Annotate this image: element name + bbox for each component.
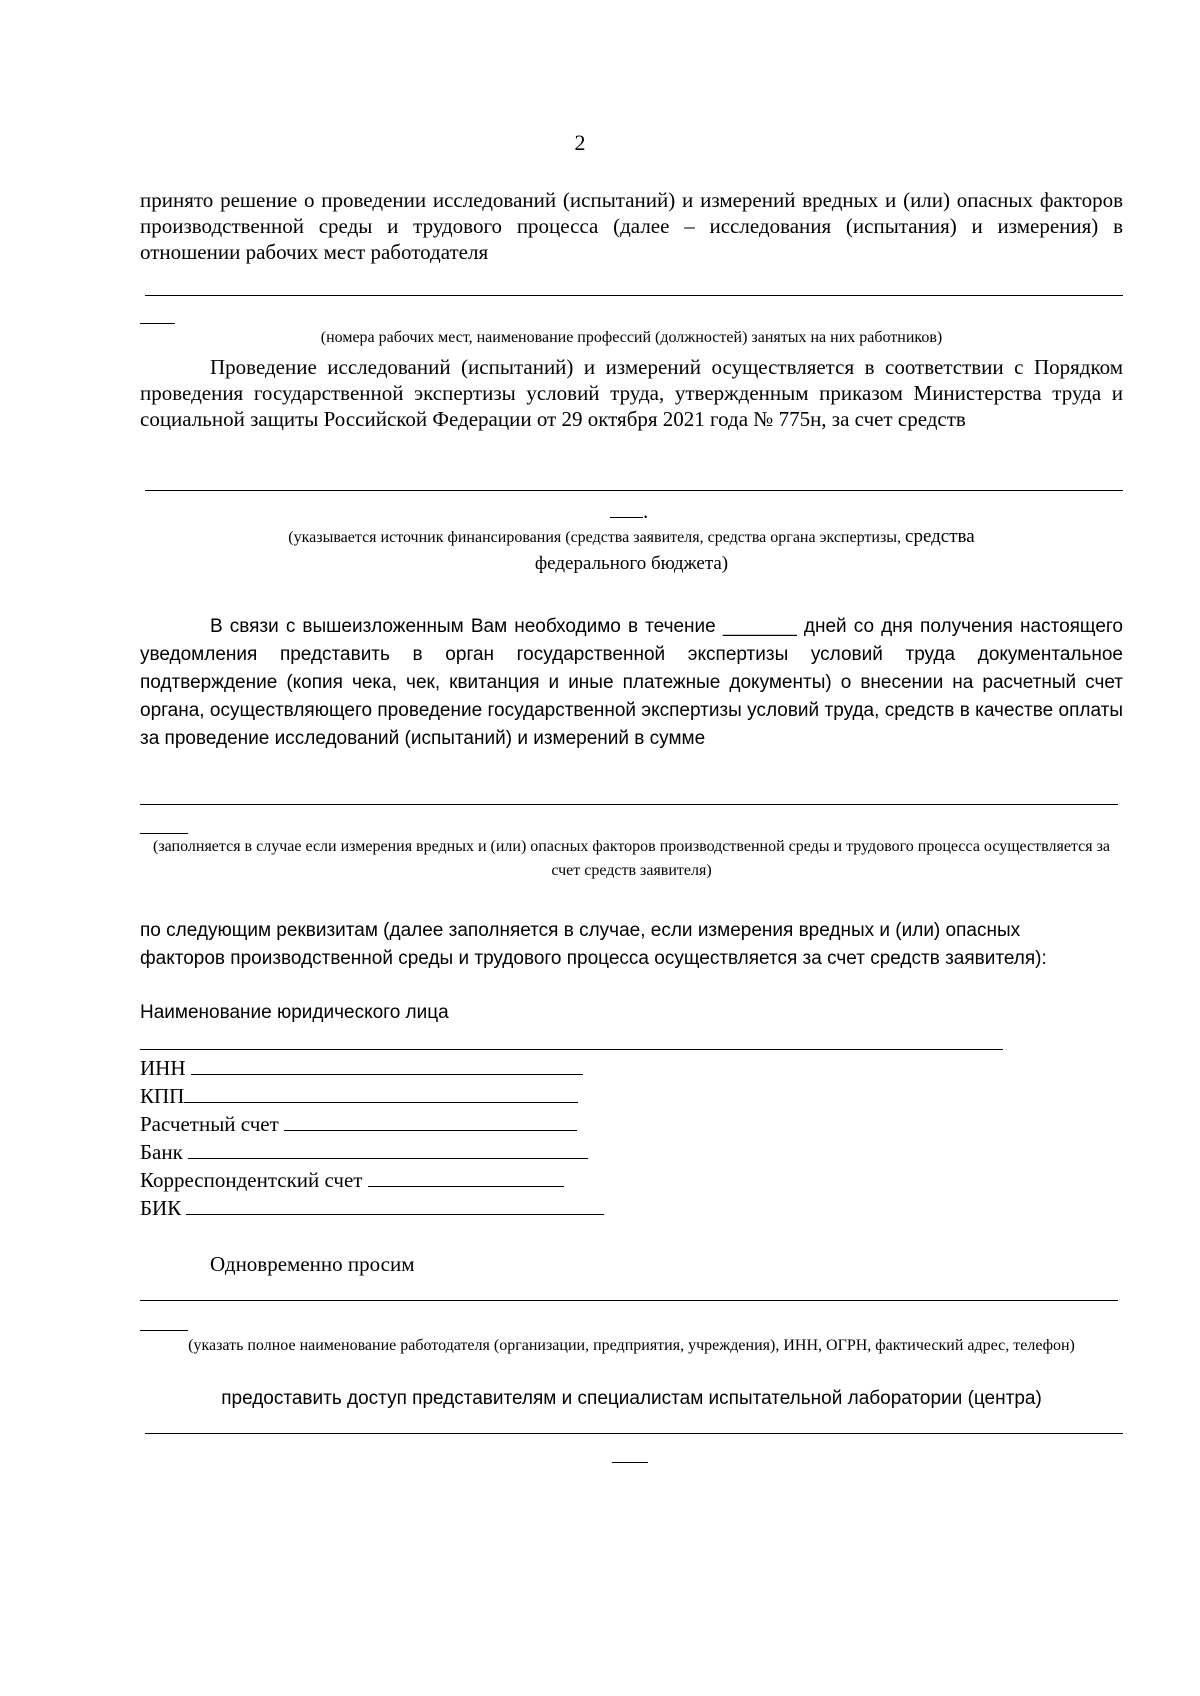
requisite-kpp	[140, 1082, 578, 1110]
paragraph-access: предоставить доступ представителям и специалистам испытательной лаборатории (центра)	[221, 1388, 1042, 1409]
note-employer: (указать полное наименование работодателя (организации, предприятия, учреждения), ИНН, ОГРН, фактический адрес, телефон)	[188, 1337, 1075, 1354]
requisite-corr-account-label: Корреспондентский счет	[140, 1168, 363, 1192]
inn-field[interactable]	[191, 1054, 583, 1075]
funding-fill-line-tail: .	[610, 497, 648, 524]
access-fill-line-tail	[612, 1462, 648, 1463]
paragraph-payment	[140, 613, 1123, 753]
workplaces-fill-line[interactable]	[145, 295, 1123, 296]
access-fill-line[interactable]	[145, 1433, 1123, 1434]
paragraph-payment-start: В связи с вышеизложенным Вам необходимо в течение	[210, 616, 716, 637]
requisite-account	[140, 1110, 577, 1138]
requisite-corr-account	[140, 1166, 564, 1194]
legal-entity-label: Наименование юридического лица	[140, 1002, 449, 1023]
paragraph-procedure: Проведение исследований (испытаний) и измерений осуществляется в соответствии с Порядком проведения государственной экспертизы условий труда, утвержденным приказом Министерства труда и социальной защиты Российской Федерации от 29 октября 2021 года № 775н, за счет средств	[140, 355, 1123, 431]
requisite-inn-label: ИНН	[140, 1056, 186, 1080]
note-funding	[140, 524, 1123, 578]
note-funding-part3: федерального бюджета)	[534, 553, 729, 574]
page-number: 2	[574, 130, 586, 155]
bik-field[interactable]	[186, 1194, 604, 1215]
requisite-bank	[140, 1138, 588, 1166]
note-workplaces: (номера рабочих мест, наименование профессий (должностей) занятых на них работников)	[320, 329, 943, 346]
paragraph-requisites: по следующим реквизитам (далее заполняется в случае, если измерения вредных и (или) опасных факторов производственной среды и трудового процесса осуществляется за счет средств заявителя):	[140, 920, 1047, 969]
paragraph-request: Одновременно просим	[210, 1252, 415, 1276]
sum-fill-line[interactable]	[140, 804, 1118, 805]
requisite-bik-label: БИК	[140, 1196, 182, 1220]
legal-entity-fill-line[interactable]	[140, 1049, 1003, 1050]
paragraph-decision: принято решение о проведении исследований (испытаний) и измерений вредных и (или) опасных факторов производственной среды и трудового процесса (далее – исследования (испытания) и измерения) в отношении рабочих мест работодателя	[140, 188, 1123, 264]
account-field[interactable]	[284, 1110, 577, 1131]
days-blank[interactable]: _______	[722, 616, 797, 637]
requisite-bik	[140, 1194, 604, 1222]
note-funding-part2: средства	[905, 526, 975, 547]
bank-field[interactable]	[188, 1138, 588, 1159]
sum-fill-line-tail	[140, 833, 188, 834]
paragraph-payment-rest: дней со дня получения настоящего уведомления представить в орган государственной экспертизы условий труда документальное подтверждение (копия чека, чек, квитанция и иные платежные документы) о внесении на расчетный счет органа, осуществляющего проведение государственной экспертизы условий труда, средств в качестве оплаты за проведение исследований (испытаний) и измерений в сумме	[140, 616, 1123, 749]
employer-fill-line-tail	[140, 1330, 188, 1331]
corr-account-field[interactable]	[368, 1166, 564, 1187]
requisite-account-label: Расчетный счет	[140, 1112, 279, 1136]
requisite-kpp-label: КПП	[140, 1084, 185, 1108]
note-sum: (заполняется в случае если измерения вредных и (или) опасных факторов производственной среды и трудового процесса осуществляется за счет средств заявителя)	[153, 838, 1110, 879]
note-funding-part1: (указывается источник финансирования (средства заявителя, средства органа экспертизы,	[288, 529, 902, 546]
requisite-inn	[140, 1054, 583, 1082]
kpp-field[interactable]	[184, 1082, 578, 1103]
workplaces-fill-line-tail	[140, 323, 175, 324]
requisite-bank-label: Банк	[140, 1140, 183, 1164]
funding-fill-line[interactable]	[145, 490, 1123, 491]
employer-fill-line[interactable]	[140, 1300, 1118, 1301]
